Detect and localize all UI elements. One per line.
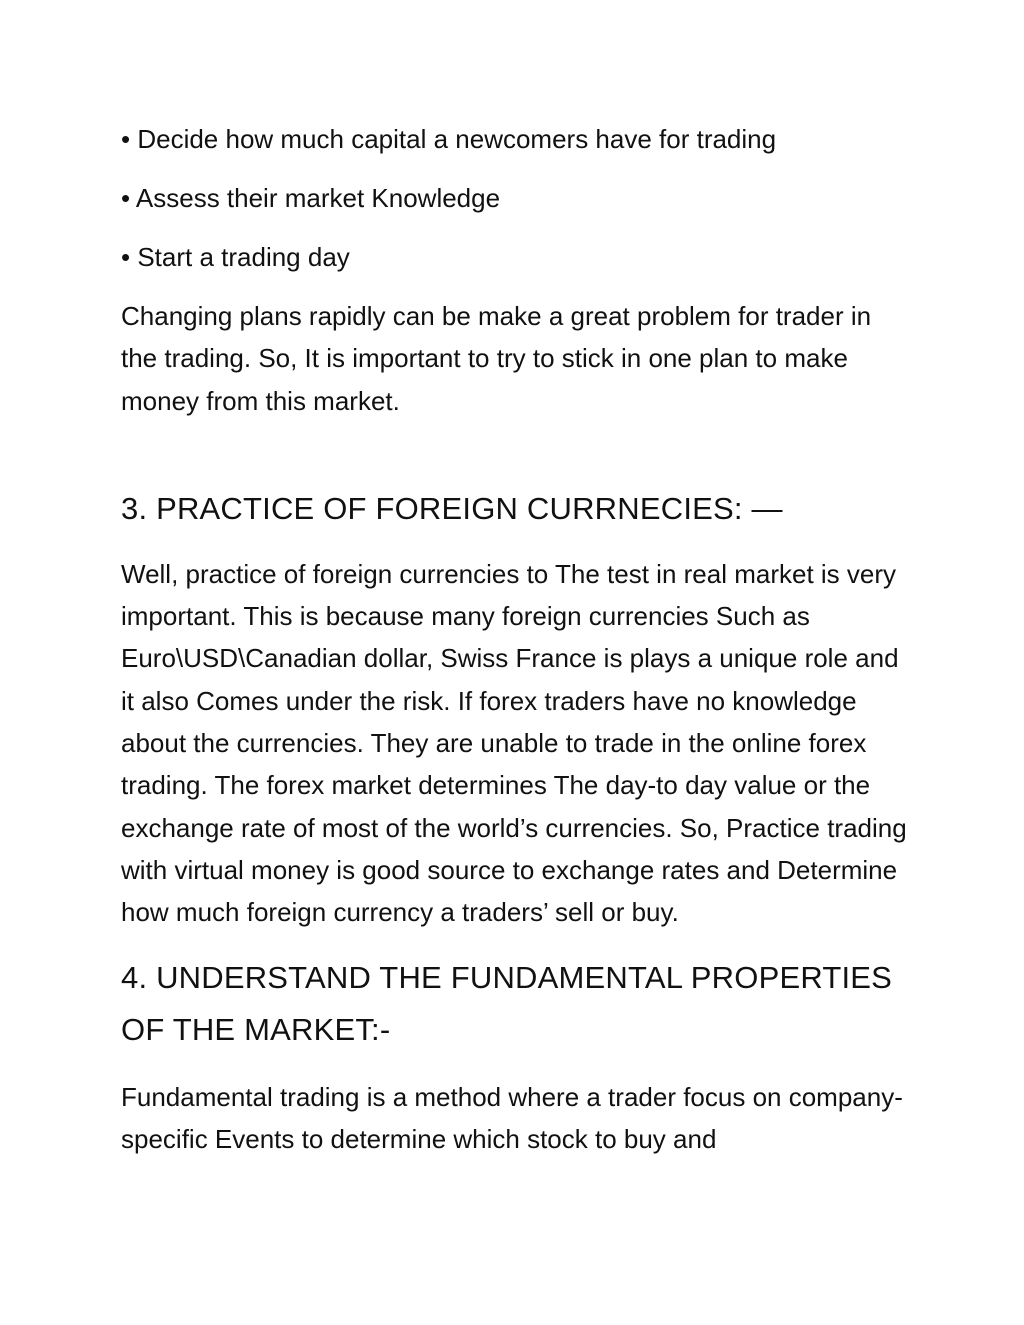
document-page — [121, 118, 911, 1160]
bullet-item: • Start a trading day — [121, 242, 350, 272]
section-heading-practice: 3. PRACTICE OF FOREIGN CURRNECIES: — — [121, 490, 783, 526]
section-heading-fundamental: 4. UNDERSTAND THE FUNDAMENTAL PROPERTIES OF THE MARKET:- — [121, 959, 893, 1047]
paragraph-practice: Well, practice of foreign currencies to The test in real market is very important. This is because many foreign currencies Such as Euro\USD\Canadian dollar, Swiss France is plays a unique role and it also Comes under the risk. If forex traders have no knowledge about the currencies. They are unable to trade in the online forex trading. The forex market determines The day-to day value or the exchange rate of most of the world’s currencies. So, Practice trading with virtual money is good source to exchange rates and Determine how much foreign currency a traders’ sell or buy. — [121, 558, 907, 928]
bullet-item: • Assess their market Knowledge — [121, 183, 501, 213]
paragraph-fundamental: Fundamental trading is a method where a trader focus on company-specific Events to determine which stock to buy and — [121, 1081, 903, 1154]
paragraph-plans: Changing plans rapidly can be make a great problem for trader in the trading. So, It is important to try to stick in one plan to make money from this market. — [121, 301, 872, 416]
bullet-item: • Decide how much capital a newcomers have for trading — [121, 124, 777, 154]
